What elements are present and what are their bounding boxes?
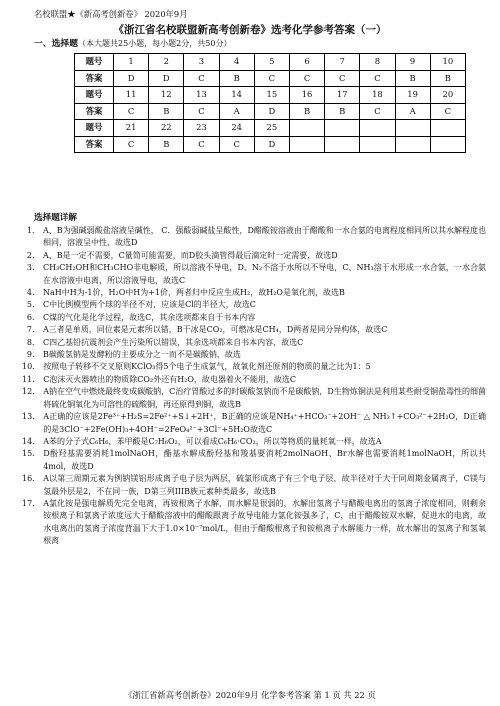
answer-table [74,53,466,153]
explanation-item-text: C中比例模型两个球的半径不对，应该是Cl的半径大，故选C [43,300,256,310]
answer-table-number-cell: 21 [114,120,149,137]
answer-table-number-row [75,87,466,104]
answer-table-number-cell [325,120,360,137]
answer-table-number-cell [395,120,430,137]
answer-table-row-label: 答案 [75,103,114,120]
explanation-item [22,436,486,448]
explanation-item [22,324,486,336]
answer-table-number-cell: 3 [184,54,219,71]
page-footer: 《浙江省新高考创新卷》2020年9月 化学参考答案 第 1 页 共 22 页 [124,690,376,700]
answer-table-answer-cell: C [254,70,289,87]
answer-table-answer-cell: B [149,136,184,153]
explanation-item-text: A苯的分子式C₆H₆，苯甲酸是C₇H₆O₂，可以看成C₆H₆·CO₂，所以等物质的量耗氧一样，故选A [43,436,382,446]
answer-table-number-cell: 25 [254,120,289,137]
explanation-item [22,448,486,473]
answer-table-answer-cell: C [184,70,219,87]
answer-table-answer-cell: C [430,103,465,120]
answer-table-number-cell: 24 [219,120,254,137]
answer-table-number-cell: 19 [395,87,430,104]
explanation-item-number: 2． [26,250,40,260]
explanation-item-text: C煤的气化是化学过程，故选C，其余选项都来自于书本内容 [43,312,256,322]
explanation-item-text: C四乙基铅抗震剂会产生污染所以错误，其余选项都来自书本内容，故选C [43,337,304,347]
explanation-item-number: 4． [26,288,40,298]
answer-table-number-cell: 13 [184,87,219,104]
answer-table-number-cell: 2 [149,54,184,71]
explanation-item-text: CH₃CH₂OH和CH₃CHO非电解质，所以溶液不导电，D、N₂不溶于水所以不导电，C、NH₃溶于水形成一水合氨，一水合氨在水溶液中电离，所以溶液导电，故选C [43,263,486,285]
answer-table-row-label: 题号 [75,87,114,104]
explanation-item [22,312,486,324]
answer-table-answer-cell: D [254,136,289,153]
explanation-item-number: 11． [22,374,41,384]
explanation-item [22,299,486,311]
answer-table-number-row [75,120,466,137]
explanation-item-number: 10． [22,362,41,372]
explanation-item [22,225,486,250]
answer-table-number-cell [430,120,465,137]
answer-table-answer-cell: B [219,70,254,87]
explanation-item-text: A、B是一定不需要，C量筒可能需要，而D胶头滴管得最后滴定时一定需要，故选D [43,250,338,260]
answer-table-number-cell: 14 [219,87,254,104]
explanation-item-number: 17． [22,498,41,508]
answer-table-number-cell: 12 [149,87,184,104]
document-title: 《浙江省名校联盟新高考创新卷》选考化学参考答案（一） [113,24,387,36]
explanation-item-number: 16． [22,474,41,484]
explanation-item-number: 1． [26,226,40,235]
answer-table-answer-cell: C [360,70,395,87]
answer-table-number-cell: 23 [184,120,219,137]
answer-table-answer-cell: B [395,70,430,87]
explanation-item [22,337,486,349]
answer-table-answer-cell [395,136,430,153]
explanation-item-number: 7． [26,325,40,335]
explanation-item [22,262,486,287]
section-heading [34,36,231,49]
answer-table-row-label: 答案 [75,70,114,87]
answer-table-number-cell: 5 [254,54,289,71]
answer-table-number-cell: 11 [114,87,149,104]
answer-table-number-cell: 17 [325,87,360,104]
answer-table-number-row [75,54,466,71]
answer-table-row-label: 答案 [75,136,114,153]
answer-table-number-cell: 16 [289,87,324,104]
explanation-item-text: NaH中H为-1价，H₂O中H为+1价，两者归中反应生成H₂，故H₂O是氧化剂，故选B [43,288,345,298]
explanation-item [22,361,486,373]
answer-table-number-cell: 18 [360,87,395,104]
explanation-item-number: 15． [22,449,41,459]
answer-table-number-cell: 7 [325,54,360,71]
answer-table-answer-row [75,70,466,87]
page-header: 名校联盟★《新高考创新卷》 2020年9月 [34,9,188,19]
detail-heading: 选择题详解 [34,213,77,223]
answer-table-number-cell [289,120,324,137]
answer-table-answer-cell: C [184,136,219,153]
answer-table-answer-cell: B [149,103,184,120]
answer-table-answer-row [75,103,466,120]
explanation-item [22,349,486,361]
answer-table-number-cell: 6 [289,54,324,71]
explanation-item-text: D酚羟基需要消耗1molNaOH，酯基水解成酚羟基和羧基要消耗2molNaOH、Br水解也需要消耗1molNaOH，所以共4mol，故选D [43,449,486,471]
answer-table-answer-cell: C [325,70,360,87]
answer-table-answer-cell: A [395,103,430,120]
explanation-item-text: B碳酸氢钠是发酵粉的主要成分之一而不是碳酸钠，故选 [43,350,241,360]
answer-table-answer-cell: B [430,70,465,87]
explanation-list [22,225,486,548]
section-heading-label: 一、选择题 [34,39,78,49]
explanation-item [22,287,486,299]
explanation-item [22,473,486,498]
explanation-item-text: A正确的应该是2Fe³⁺+H₂S=2Fe²⁺+S↓+2H⁺，B正确的应该是NH₄⁺+HCO₃⁻+2OH⁻ △ NH₃↑+CO₃²⁻+2H₂O，D正确的是3ClO⁻+2Fe(OH)₃+4OH⁻=2FeO₄²⁻+3Cl⁻+5H₂O故选C [43,412,486,434]
answer-table-answer-cell: A [219,103,254,120]
answer-table-row-label: 题号 [75,54,114,71]
explanation-item-number: 3． [26,263,40,273]
explanation-item-number: 12． [22,387,41,397]
explanation-item-text: A钠在空气中燃烧最终变成碳酸钠，C治疗胃酸过多的时碳酸氢钠而不是碳酸钠，D生物炼铜法是利用某些耐受铜盐毒性的细菌将硫化铜氧化为可溶性的硫酸铜，再还原得到铜，故选B [43,387,486,409]
explanation-item-text: C泡沫灭火器喷出的物质除CO₂外还有H₂O，故电器着火不能用，故选C [43,374,297,384]
answer-table-answer-cell: D [254,103,289,120]
answer-table-answer-cell [325,136,360,153]
answer-table-answer-cell: C [219,136,254,153]
explanation-item-number: 8． [26,337,40,347]
explanation-item-number: 13． [22,412,41,422]
answer-table-number-cell: 4 [219,54,254,71]
answer-table-number-cell: 15 [254,87,289,104]
answer-table-number-cell: 22 [149,120,184,137]
explanation-item-number: 5． [26,300,40,310]
answer-table-answer-row [75,136,466,153]
answer-table-number-cell: 1 [114,54,149,71]
answer-table-answer-cell: C [360,103,395,120]
answer-table-number-cell: 9 [395,54,430,71]
answer-table-answer-cell: C [289,70,324,87]
explanation-item [22,374,486,386]
explanation-item-text: A、B为强碱弱酸盐溶液呈碱性， C．强酸弱碱盐呈酸性，D醋酸铵溶液由于醋酸和一水合氨的电离程度相同所以其水解程度也相同，溶液呈中性，故选D [43,226,486,248]
answer-table-answer-cell [360,136,395,153]
answer-table-answer-cell [430,136,465,153]
answer-table-number-cell [360,120,395,137]
answer-table-answer-cell: C [114,103,149,120]
answer-table-number-cell: 8 [360,54,395,71]
explanation-item-number: 6． [26,312,40,322]
explanation-item [22,498,486,548]
answer-table-answer-cell: C [114,136,149,153]
explanation-item-text: A以第三周期元素为例钠镁铝形成离子电子层为两层，硫氯形成离子有三个电子层，故半径对于大于同周期金属离子，C镁与氢最外层是2，不在同一族，D第三列IIIB族元素种类最多，故选B [43,474,486,496]
answer-table-row-label: 题号 [75,120,114,137]
explanation-item [22,411,486,436]
explanation-item-number: 9． [26,350,40,360]
answer-table-answer-cell: D [149,70,184,87]
explanation-item-text: 按照电子转移不交叉原则KClO₃得5个电子生成氯气，故氧化剂还原剂的物质的量之比为1：5 [43,362,371,372]
answer-table-answer-cell: B [325,103,360,120]
explanation-item-text: A三者是单质，同位素是元素所以错，B干冰是CO₂，可燃冰是CH₄，D两者是同分异构体，故选C [43,325,388,335]
explanation-item [22,250,486,262]
answer-table-answer-cell: D [114,70,149,87]
explanation-item-number: 14． [22,436,41,446]
explanation-item-text: A氯化铵是强电解质先完全电离，再铵根离子水解，而水解是很弱的，水解出氢离子与醋酸电离出的氢离子浓度相同，则剩余铵根离子和氯离子浓度远大于醋酸溶液中的醋酸跟离子故导电能力氯化铵强多了，C，由于醋酸铵双水解，促进水的电离，故水电离出的氢离子浓度背温下大于1.0×10⁻⁷mol/L，但由于醋酸根离子和铵根离子水解能力一样，故水解出的氢离子和氢氧根离 [43,498,486,546]
answer-table-answer-cell [289,136,324,153]
answer-table-number-cell: 10 [430,54,465,71]
section-heading-note: （本大题共25小题，每小题2分，共50分） [78,39,232,48]
answer-table-number-cell: 20 [430,87,465,104]
answer-table-answer-cell: C [184,103,219,120]
explanation-item [22,386,486,411]
answer-table-answer-cell: B [289,103,324,120]
